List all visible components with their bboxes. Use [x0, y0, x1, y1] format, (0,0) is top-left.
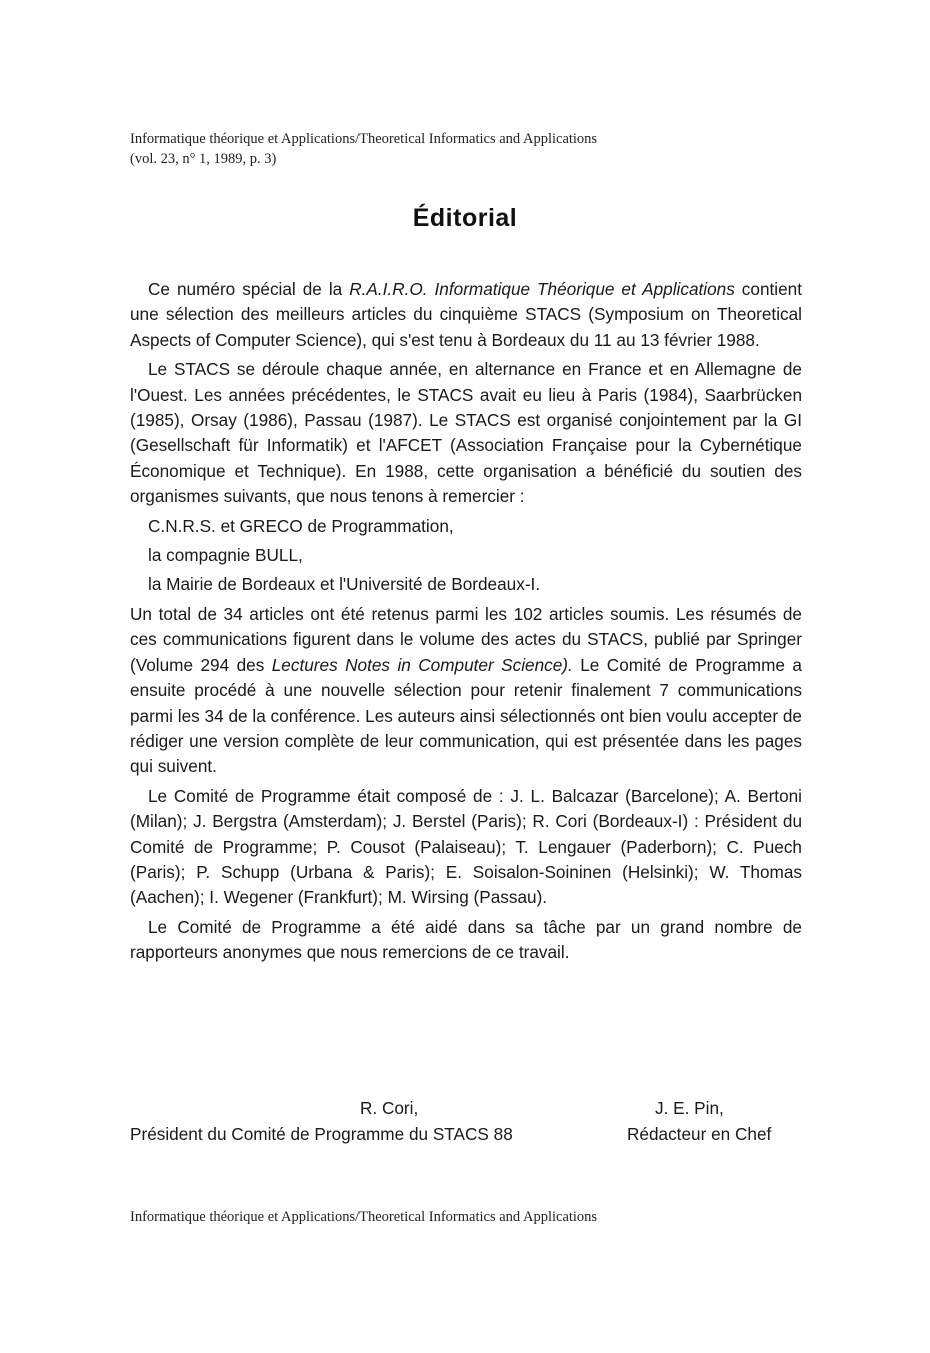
sponsor-item: C.N.R.S. et GRECO de Programmation, [148, 515, 454, 536]
journal-title: Informatique théorique et Applications/Theoretical Informatics and Applications [130, 131, 598, 147]
signatory-role: Président du Comité de Programme du STACS 88 [130, 1124, 513, 1144]
signatory-name: R. Cori, [360, 1098, 419, 1118]
paragraph-stacs: Le STACS se déroule chaque année, en alternance en France et en Allemagne de l'Ouest. Les années précédentes, le STACS avait eu lieu à Paris (1984), Saarbrücken (1985), Orsay (1986), Passau (1987). Le STACS est organisé conjointement par la GI (Gesellschaft für Informatik) et l'AFCET (Association Française pour la Cybernétique Économique et Technique). En 1988, cette organisation a bénéficié du soutien des organismes suivants, que nous tenons à remercier : [130, 359, 802, 507]
sponsor-item: la Mairie de Bordeaux et l'Université de Bordeaux-I. [148, 574, 541, 595]
series-name-italic: Lectures Notes in Computer Science). [271, 654, 573, 675]
volume-info: (vol. 23, n° 1, 1989, p. 3) [130, 151, 277, 167]
page-footer: Informatique théorique et Applications/Theoretical Informatics and Applications [130, 1209, 598, 1225]
running-head [130, 129, 597, 169]
paragraph-referees: Le Comité de Programme a été aidé dans sa tâche par un grand nombre de rapporteurs anonymes que nous remercions de ce travail. [130, 916, 802, 963]
journal-name-italic: R.A.I.R.O. Informatique Théorique et Applications [349, 279, 735, 299]
signature-left [130, 1095, 590, 1147]
signatory-name: J. E. Pin, [655, 1098, 724, 1118]
sponsor-item: la compagnie BULL, [148, 545, 303, 566]
signature-right [627, 1095, 802, 1147]
paragraph-articles [130, 602, 802, 780]
article-body [130, 277, 802, 970]
articles-text-start: Un total de 34 articles ont été retenus parmi les 102 articles soumis. Les résumés de ces communications figurent dans le volume des actes du STACS, publié par Springer (Volume 294 des [130, 603, 802, 675]
intro-text-end: contient une sélection des meilleurs articles du cinquième STACS (Symposium on Theoretical Aspects of Computer Science), qui s'est tenu à Bordeaux du 11 au 13 février 1988. [130, 279, 803, 350]
paragraph-committee: Le Comité de Programme était composé de : J. L. Balcazar (Barcelone); A. Bertoni (Milan); J. Bergstra (Amsterdam); J. Berstel (Paris); R. Cori (Bordeaux-I) : Président du Comité de Programme; P. Cousot (Palaiseau); T. Lengauer (Paderborn); C. Puech (Paris); P. Schupp (Urbana & Paris); E. Soisalon-Soininen (Helsinki); W. Thomas (Aachen); I. Wegener (Frankfurt); M. Wirsing (Passau). [130, 785, 802, 908]
intro-text-start: Ce numéro spécial de la [148, 279, 350, 299]
articles-text-end: Le Comité de Programme a ensuite procédé à une nouvelle sélection pour retenir finalement 7 communications parmi les 34 de la conférence. Les auteurs ainsi sélectionnés ont bien voulu accepter de rédiger une version complète de leur communication, qui est présentée dans les pages qui suivent. [130, 654, 802, 777]
page-title: Éditorial [412, 204, 518, 232]
signatory-role: Rédacteur en Chef [627, 1124, 772, 1144]
paragraph-intro [130, 277, 802, 353]
